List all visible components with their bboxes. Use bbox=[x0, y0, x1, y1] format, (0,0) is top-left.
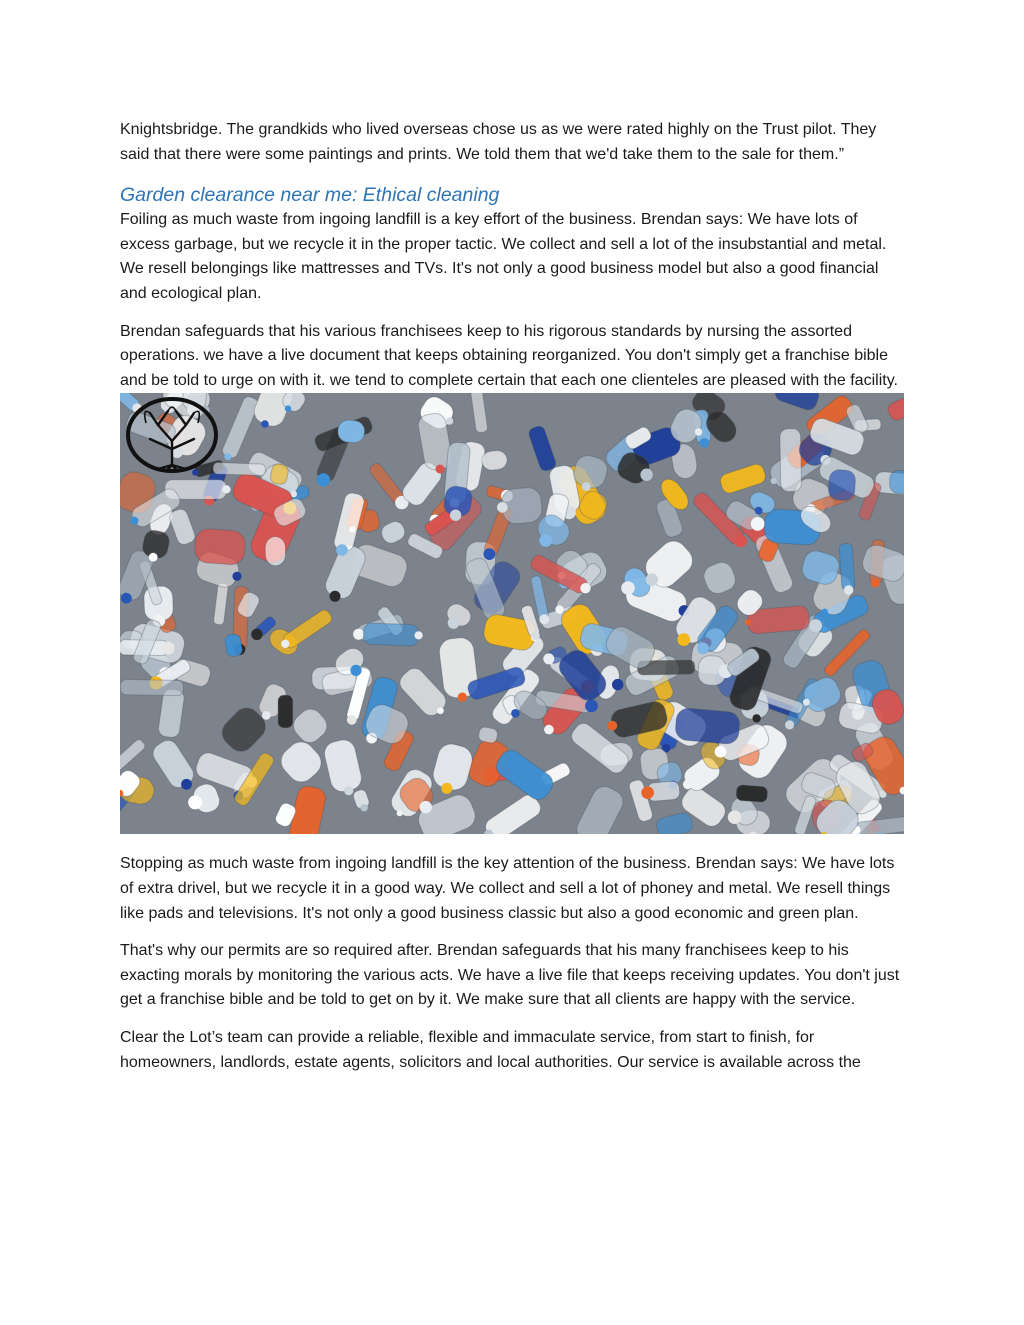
bottle-cap bbox=[715, 746, 727, 758]
bottle-shape bbox=[363, 623, 419, 646]
bottle-cap bbox=[448, 617, 460, 629]
paragraph-clear-the-lot: Clear the Lot’s team can provide a reliable, flexible and immaculate service, from start to finish, for homeowners, landlords, estate agents, solicitors and local authorities. Our service is available across the bbox=[120, 1028, 861, 1071]
bottle-cap bbox=[188, 796, 202, 810]
bottle-cap bbox=[181, 779, 192, 790]
bottle-cap bbox=[771, 478, 777, 484]
bottle-cap bbox=[803, 699, 810, 706]
bottle-cap bbox=[683, 780, 693, 790]
bottle-cap bbox=[222, 486, 230, 494]
bottle-cap bbox=[149, 553, 158, 562]
bottle-shape bbox=[265, 537, 286, 566]
document-body bbox=[120, 118, 906, 1075]
bottle-shape bbox=[213, 463, 266, 476]
bottle-cap bbox=[646, 574, 658, 586]
bottle-cap bbox=[745, 620, 751, 626]
bottle-shape bbox=[890, 471, 904, 494]
plastic-bottles-photo bbox=[120, 393, 904, 834]
bottle-cap bbox=[281, 640, 289, 648]
bottle-cap bbox=[752, 715, 760, 723]
plastic-bottles-image bbox=[120, 393, 904, 834]
bottle-shape bbox=[828, 469, 856, 501]
bottle-cap bbox=[192, 469, 199, 476]
bottle-shape bbox=[675, 708, 741, 746]
section-heading: Garden clearance near me: Ethical cleaning bbox=[120, 184, 500, 207]
bottle-shape bbox=[736, 785, 768, 803]
bottle-cap bbox=[336, 545, 348, 557]
bottle-shape bbox=[839, 544, 855, 591]
bottle-cap bbox=[582, 482, 591, 491]
bottle-cap bbox=[420, 801, 432, 813]
bottle-cap bbox=[621, 582, 635, 596]
bottle-shape bbox=[337, 420, 365, 444]
bottle-cap bbox=[580, 583, 590, 593]
bottle-cap bbox=[344, 786, 353, 795]
bottle-cap bbox=[497, 502, 508, 513]
bottle-cap bbox=[251, 629, 262, 640]
bottle-cap bbox=[809, 620, 822, 633]
bottle-cap bbox=[544, 725, 554, 735]
bottle-cap bbox=[232, 572, 241, 581]
bottle-cap bbox=[695, 429, 702, 436]
bottle-cap bbox=[261, 421, 269, 429]
bottle-cap bbox=[612, 679, 623, 690]
bottle-cap bbox=[397, 811, 403, 817]
bottle-cap bbox=[353, 629, 364, 640]
paragraph-intro: Knightsbridge. The grandkids who lived overseas chose us as we were rated highly on the Trust pilot. They said that there were some paintings and prints. We told them that we'd take them to the sale for them.” bbox=[120, 121, 877, 163]
bottle-shape bbox=[278, 696, 293, 728]
paragraph-stopping-waste: Stopping as much waste from ingoing landfill is the key attention of the business. Brendan says: We have lots of extra drivel, but we recycle it in a good way. We collect and sell a lot of phoney and metal. We resell things like pads and televisions. It's not only a good business classic but also a good economic and green plan. bbox=[120, 855, 895, 922]
bottle-cap bbox=[871, 579, 880, 588]
bottle-cap bbox=[539, 534, 552, 547]
paragraph-permits: That's why our permits are so required after. Brendan safeguards that his many franchisees keep to his exacting morals by monitoring the various acts. We have a live file that keeps receiving updates. You don't just get a franchise bible and be told to get on by it. We make sure that all clients are happy with the service. bbox=[120, 942, 900, 1009]
bottle-cap bbox=[162, 642, 175, 655]
bottle-cap bbox=[262, 711, 271, 720]
bottle-cap bbox=[317, 474, 330, 487]
bottle-cap bbox=[347, 715, 357, 725]
bottle-cap bbox=[437, 708, 444, 715]
bottle-cap bbox=[728, 811, 742, 825]
bottle-cap bbox=[751, 517, 765, 531]
bottle-shape bbox=[780, 429, 802, 492]
bottle-cap bbox=[539, 615, 549, 625]
bottle-cap bbox=[755, 507, 763, 515]
bottle-cap bbox=[436, 465, 445, 474]
bottle-cap bbox=[555, 606, 563, 614]
bottle-shape bbox=[194, 528, 246, 565]
bottle-cap bbox=[543, 654, 554, 665]
bottle-cap bbox=[450, 510, 461, 521]
bottle-cap bbox=[441, 783, 452, 794]
bottle-cap bbox=[330, 591, 341, 602]
bottle-shape bbox=[224, 634, 243, 658]
bottle-cap bbox=[531, 632, 540, 641]
bottle-cap bbox=[224, 453, 231, 460]
bottle-cap bbox=[734, 535, 747, 548]
bottle-cap bbox=[641, 787, 654, 800]
bottle-cap bbox=[844, 586, 853, 595]
bottle-cap bbox=[458, 693, 467, 702]
bottle-cap bbox=[585, 700, 598, 713]
bottle-cap bbox=[785, 721, 794, 730]
bottle-cap bbox=[350, 665, 361, 676]
bottle-cap bbox=[121, 593, 132, 604]
bottle-cap bbox=[821, 609, 828, 616]
bottle-shape bbox=[120, 680, 183, 696]
bottle-cap bbox=[484, 549, 496, 561]
bottle-cap bbox=[360, 804, 367, 811]
paragraph-waste: Foiling as much waste from ingoing landfill is a key effort of the business. Brendan says: We have lots of excess garbage, but we recycle it in the proper tactic. We collect and sell a lot of the insubstantial and metal. We resell belongings like mattresses and TVs. It's not only a good business model but also a good financial and ecological plan. bbox=[120, 211, 887, 302]
bottle-cap bbox=[446, 418, 453, 425]
bottle-cap bbox=[608, 721, 618, 731]
paragraph-franchisees: Brendan safeguards that his various franchisees keep to his rigorous standards by nursing the assorted operations. we have a live document that keeps obtaining reorganized. You don't simply get a franchise bible and be told to urge on with it. we tend to complete certain that each one clienteles are pleased with the facility. bbox=[120, 322, 898, 389]
bottle-cap bbox=[699, 438, 709, 448]
bottle-cap bbox=[697, 643, 709, 655]
bottle-cap bbox=[677, 634, 690, 647]
bottle-cap bbox=[415, 632, 423, 640]
bottle-cap bbox=[131, 517, 139, 525]
bottle-cap bbox=[285, 406, 291, 412]
bottle-cap bbox=[640, 469, 652, 481]
